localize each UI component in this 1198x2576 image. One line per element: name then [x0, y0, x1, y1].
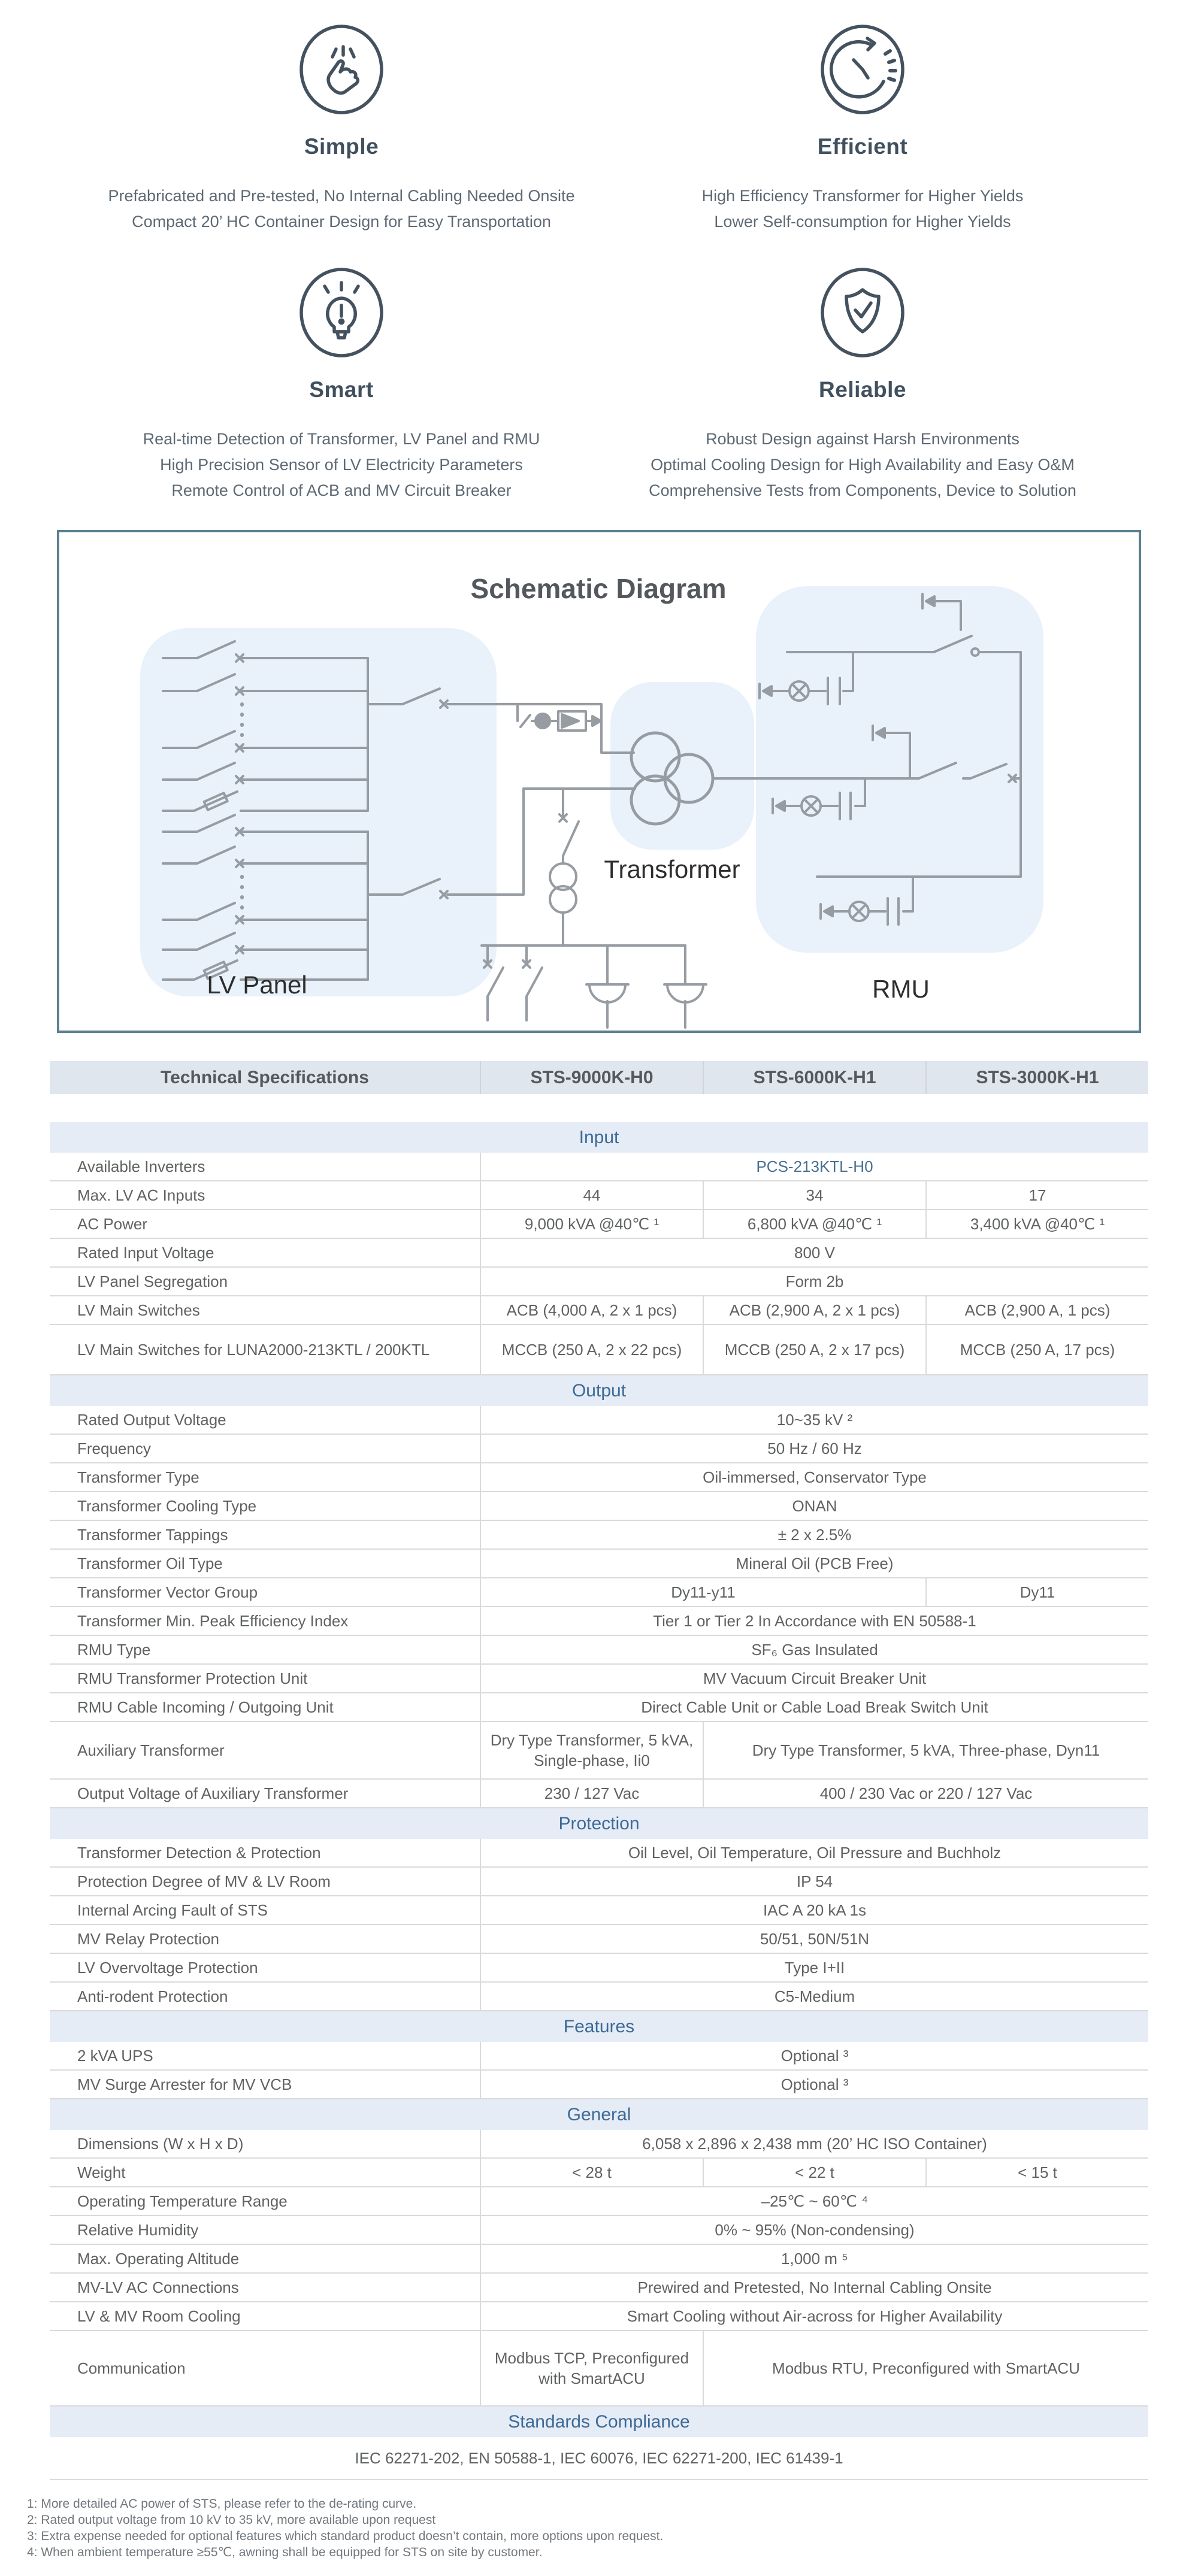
table-row	[50, 1578, 1148, 1607]
row-value-col2: 34	[703, 1181, 925, 1209]
row-value-span: Oil-immersed, Conservator Type	[480, 1463, 1148, 1491]
value-props-section	[0, 0, 1198, 504]
row-value-col2-3: 400 / 230 Vac or 220 / 127 Vac	[703, 1780, 1148, 1807]
row-value-span: Mineral Oil (PCB Free)	[480, 1550, 1148, 1577]
row-value-span: Direct Cable Unit or Cable Load Break Switch Unit	[480, 1693, 1148, 1721]
model-header-sts-9000k-h0: STS-9000K-H0	[480, 1061, 703, 1094]
table-row	[50, 1296, 1148, 1325]
row-value-col1-2: Dy11-y11	[480, 1578, 925, 1606]
lv-panel-label: LV Panel	[207, 971, 307, 999]
smart-bulb-icon	[297, 266, 386, 359]
row-value-span: Tier 1 or Tier 2 In Accordance with EN 50588-1	[480, 1607, 1148, 1635]
table-row	[50, 2274, 1148, 2302]
row-label: Weight	[77, 2163, 126, 2181]
row-label: LV Main Switches for LUNA2000-213KTL / 200KTL	[77, 1341, 430, 1359]
row-label: Available Inverters	[77, 1157, 205, 1175]
value-prop-simple	[66, 23, 617, 235]
value-prop-line: Remote Control of ACB and MV Circuit Breaker	[171, 481, 512, 499]
row-label: Max. Operating Altitude	[77, 2250, 240, 2268]
table-row	[50, 1868, 1148, 1896]
row-value-col3: 17	[925, 1181, 1148, 1209]
row-value-col2: < 22 t	[703, 2159, 925, 2186]
row-label: Communication	[77, 2359, 186, 2377]
table-row	[50, 1722, 1148, 1780]
row-label: Transformer Vector Group	[77, 1583, 258, 1601]
table-row	[50, 1954, 1148, 1983]
row-label: Auxiliary Transformer	[77, 1741, 225, 1759]
row-value-span: MV Vacuum Circuit Breaker Unit	[480, 1665, 1148, 1692]
row-label: Anti-rodent Protection	[77, 1987, 228, 2005]
table-row	[50, 1693, 1148, 1722]
row-label: RMU Type	[77, 1641, 151, 1659]
row-value-col1: 44	[480, 1181, 703, 1209]
row-label: Max. LV AC Inputs	[77, 1186, 205, 1204]
value-prop-reliable	[587, 266, 1138, 504]
row-label: RMU Transformer Protection Unit	[77, 1669, 308, 1687]
footnote-3: 3: Extra expense needed for optional features which standard product doesn’t contain, more options upon request.	[27, 2529, 664, 2543]
spec-header-title: Technical Specifications	[161, 1067, 369, 1087]
efficiency-clock-icon	[818, 23, 907, 116]
section-bar-input: Input	[50, 1122, 1148, 1153]
table-header-gap	[50, 1094, 1148, 1122]
table-row	[50, 2130, 1148, 2159]
row-value-span: Optional ³	[480, 2042, 1148, 2069]
row-value-col3: MCCB (250 A, 17 pcs)	[925, 1325, 1148, 1374]
table-row	[50, 1435, 1148, 1463]
row-label: Output Voltage of Auxiliary Transformer	[77, 1784, 349, 1802]
table-row	[50, 1780, 1148, 1808]
row-value-span: Type I+II	[480, 1954, 1148, 1981]
value-prop-line: Compact 20’ HC Container Design for Easy Transportation	[132, 213, 551, 231]
value-prop-line: Optimal Cooling Design for High Availability and Easy O&M	[651, 456, 1075, 474]
standards-value: IEC 62271-202, EN 50588-1, IEC 60076, IEC 62271-200, IEC 61439-1	[355, 2449, 843, 2467]
table-row	[50, 1153, 1148, 1181]
row-value-col2-3: Modbus RTU, Preconfigured with SmartACU	[703, 2331, 1148, 2405]
row-value-col1: ACB (4,000 A, 2 x 1 pcs)	[480, 1296, 703, 1324]
table-row	[50, 1406, 1148, 1435]
row-label: 2 kVA UPS	[77, 2047, 153, 2065]
table-row	[50, 1239, 1148, 1268]
row-value-span: SF₆ Gas Insulated	[480, 1636, 1148, 1663]
row-value-span: C5-Medium	[480, 1983, 1148, 2010]
table-row	[50, 1181, 1148, 1210]
table-row	[50, 2331, 1148, 2407]
row-value-col3: Dy11	[925, 1578, 1148, 1606]
row-label: Internal Arcing Fault of STS	[77, 1901, 268, 1919]
row-value-span: Prewired and Pretested, No Internal Cabling Onsite	[480, 2274, 1148, 2301]
table-row	[50, 2187, 1148, 2216]
row-value-span: 10~35 kV ²	[480, 1406, 1148, 1434]
row-value-col1: < 28 t	[480, 2159, 703, 2186]
value-prop-title: Smart	[309, 377, 374, 402]
row-value-span: ONAN	[480, 1492, 1148, 1520]
shield-check-icon	[818, 266, 907, 359]
row-value-col3: ACB (2,900 A, 1 pcs)	[925, 1296, 1148, 1324]
row-label: MV Surge Arrester for MV VCB	[77, 2075, 292, 2093]
section-bar-standards-compliance: Standards Compliance	[50, 2407, 1148, 2437]
lv-metering-string	[518, 704, 601, 731]
section-bar-general: General	[50, 2099, 1148, 2130]
value-prop-lines	[702, 183, 1024, 235]
value-prop-line: Robust Design against Harsh Environments	[706, 430, 1019, 448]
row-value-col3: < 15 t	[925, 2159, 1148, 2186]
row-value-col1: Dry Type Transformer, 5 kVA, Single-phase, Ii0	[480, 1722, 703, 1778]
row-value-col1: 230 / 127 Vac	[480, 1780, 703, 1807]
rmu-highlight	[756, 586, 1043, 953]
table-row	[50, 1210, 1148, 1239]
table-row	[50, 1839, 1148, 1868]
value-prop-line: High Precision Sensor of LV Electricity Parameters	[160, 456, 523, 474]
row-label: Transformer Detection & Protection	[77, 1844, 321, 1862]
row-label: LV Main Switches	[77, 1301, 200, 1319]
row-value-col3: 3,400 kVA @40℃ ¹	[925, 1210, 1148, 1238]
table-row	[50, 1268, 1148, 1296]
row-label: RMU Cable Incoming / Outgoing Unit	[77, 1698, 334, 1716]
value-prop-efficient	[587, 23, 1138, 235]
spec-table	[50, 1061, 1148, 2480]
row-value-span: PCS-213KTL-H0	[480, 1153, 1148, 1180]
row-label: MV-LV AC Connections	[77, 2278, 239, 2296]
table-row	[50, 1925, 1148, 1954]
table-row	[50, 2071, 1148, 2099]
row-value-col2: 6,800 kVA @40℃ ¹	[703, 1210, 925, 1238]
value-prop-title: Simple	[304, 134, 379, 159]
footnote-1: 1: More detailed AC power of STS, please refer to the de-rating curve.	[27, 2497, 417, 2511]
table-row	[50, 1896, 1148, 1925]
value-prop-smart	[66, 266, 617, 504]
row-label: LV Overvoltage Protection	[77, 1959, 258, 1977]
table-row	[50, 1983, 1148, 2011]
value-props-row-1	[0, 0, 1198, 235]
value-prop-line: High Efficiency Transformer for Higher Yields	[701, 187, 1024, 205]
table-row	[50, 1607, 1148, 1636]
row-value-span: IP 54	[480, 1868, 1148, 1895]
schematic-diagram-panel	[57, 530, 1141, 1033]
row-value-col2: MCCB (250 A, 2 x 17 pcs)	[703, 1325, 925, 1374]
row-label: LV & MV Room Cooling	[77, 2307, 241, 2325]
footnotes	[27, 2496, 663, 2560]
section-bar-output: Output	[50, 1375, 1148, 1406]
row-label: Operating Temperature Range	[77, 2192, 288, 2210]
table-row	[50, 1665, 1148, 1693]
table-row	[50, 2245, 1148, 2274]
section-bar-features: Features	[50, 2011, 1148, 2042]
table-row	[50, 2216, 1148, 2245]
row-value-span: ± 2 x 2.5%	[480, 1521, 1148, 1548]
footnote-2: 2: Rated output voltage from 10 kV to 35 kV, more available upon request	[27, 2513, 436, 2527]
row-label: MV Relay Protection	[77, 1930, 219, 1948]
row-label: Rated Input Voltage	[77, 1244, 214, 1262]
table-row	[50, 1521, 1148, 1550]
table-row	[50, 1463, 1148, 1492]
row-label: Rated Output Voltage	[77, 1411, 226, 1429]
table-row	[50, 1325, 1148, 1375]
value-prop-line: Lower Self-consumption for Higher Yields	[714, 213, 1011, 231]
row-value-span: 6,058 x 2,896 x 2,438 mm (20’ HC ISO Container)	[480, 2130, 1148, 2157]
table-row	[50, 2042, 1148, 2071]
value-props-row-2	[0, 235, 1198, 504]
schematic-diagram-svg	[59, 532, 1139, 1031]
row-label: Protection Degree of MV & LV Room	[77, 1872, 331, 1890]
row-value-col1: 9,000 kVA @40℃ ¹	[480, 1210, 703, 1238]
row-label: Transformer Cooling Type	[77, 1497, 257, 1515]
row-value-span: Smart Cooling without Air-across for Higher Availability	[480, 2302, 1148, 2330]
row-value-col2-3: Dry Type Transformer, 5 kVA, Three-phase, Dyn11	[703, 1722, 1148, 1778]
row-label: Frequency	[77, 1439, 151, 1457]
spec-table-body	[50, 1122, 1148, 2480]
row-value-span: Form 2b	[480, 1268, 1148, 1295]
row-value-span: Optional ³	[480, 2071, 1148, 2098]
value-prop-title: Reliable	[819, 377, 906, 402]
row-value-span: IAC A 20 kA 1s	[480, 1896, 1148, 1924]
section-bar-protection: Protection	[50, 1808, 1148, 1839]
table-row	[50, 2437, 1148, 2480]
schematic-title: Schematic Diagram	[470, 573, 727, 604]
row-label: LV Panel Segregation	[77, 1272, 228, 1290]
table-row	[50, 2302, 1148, 2331]
table-row	[50, 1636, 1148, 1665]
value-prop-lines	[143, 426, 540, 504]
row-value-span: –25℃ ~ 60℃ ⁴	[480, 2187, 1148, 2215]
rmu-label: RMU	[872, 975, 930, 1003]
row-label: Relative Humidity	[77, 2221, 199, 2239]
row-label: Dimensions (W x H x D)	[77, 2135, 244, 2153]
row-value-span: 1,000 m ⁵	[480, 2245, 1148, 2272]
value-prop-line: Comprehensive Tests from Components, Device to Solution	[649, 481, 1076, 499]
value-prop-line: Prefabricated and Pre-tested, No Internal Cabling Needed Onsite	[108, 187, 575, 205]
row-label: Transformer Min. Peak Efficiency Index	[77, 1612, 349, 1630]
transformer-label: Transformer	[604, 855, 740, 883]
row-value-col1: Modbus TCP, Preconfigured with SmartACU	[480, 2331, 703, 2405]
spec-table-header	[50, 1061, 1148, 1094]
value-prop-title: Efficient	[817, 134, 908, 159]
row-label: Transformer Oil Type	[77, 1554, 223, 1572]
row-value-span: 800 V	[480, 1239, 1148, 1266]
value-prop-line: Real-time Detection of Transformer, LV Panel and RMU	[143, 430, 540, 448]
lv-panel-highlight	[140, 628, 497, 996]
table-row	[50, 1550, 1148, 1578]
footnote-4: 4: When ambient temperature ≥55℃, awning shall be equipped for STS on site by customer.	[27, 2545, 543, 2559]
row-value-span: Oil Level, Oil Temperature, Oil Pressure and Buchholz	[480, 1839, 1148, 1866]
row-value-col2: ACB (2,900 A, 2 x 1 pcs)	[703, 1296, 925, 1324]
row-value-col1: MCCB (250 A, 2 x 22 pcs)	[480, 1325, 703, 1374]
row-value-span: 50/51, 50N/51N	[480, 1925, 1148, 1953]
model-header-sts-3000k-h1: STS-3000K-H1	[925, 1061, 1148, 1094]
finger-snap-icon	[297, 23, 386, 116]
table-row	[50, 1492, 1148, 1521]
value-prop-lines	[649, 426, 1076, 504]
row-label: AC Power	[77, 1215, 148, 1233]
table-row	[50, 2159, 1148, 2187]
row-label: Transformer Tappings	[77, 1526, 228, 1544]
model-header-sts-6000k-h1: STS-6000K-H1	[703, 1061, 925, 1094]
row-label: Transformer Type	[77, 1468, 199, 1486]
row-value-span: 0% ~ 95% (Non-condensing)	[480, 2216, 1148, 2244]
row-value-span: 50 Hz / 60 Hz	[480, 1435, 1148, 1462]
value-prop-lines	[108, 183, 575, 235]
